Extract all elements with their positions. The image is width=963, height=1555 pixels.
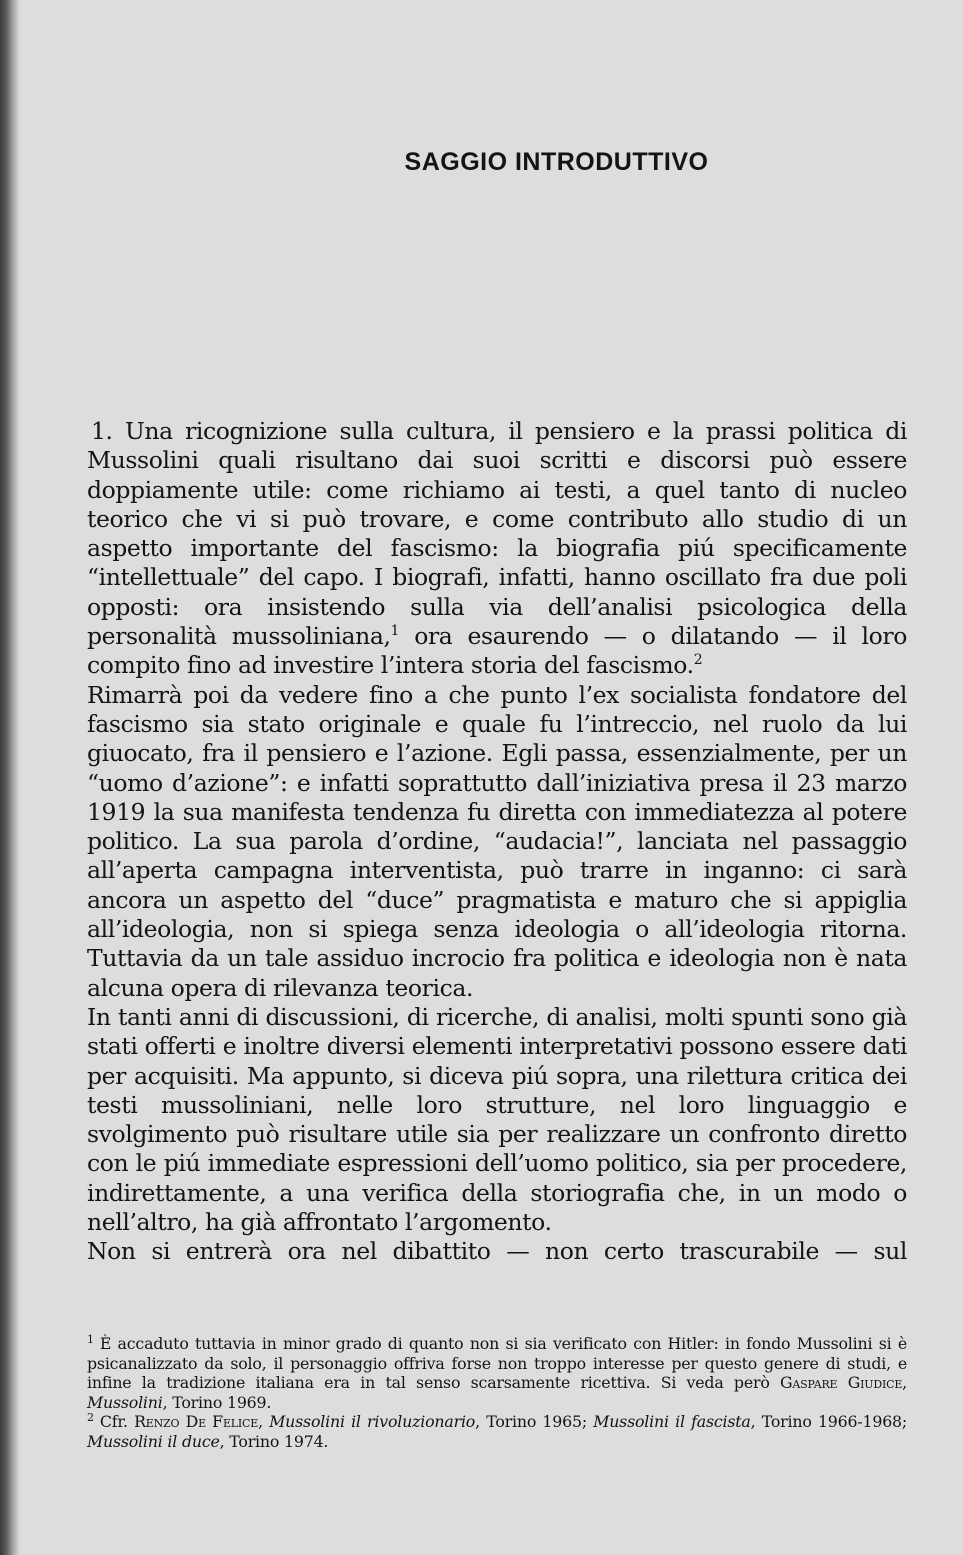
footnote-1-number: 1: [87, 1332, 94, 1346]
footnote-2-title-2: Mussolini il fascista: [593, 1412, 751, 1432]
footnotes: [87, 1334, 907, 1452]
footnote-2-rest-2: , Torino 1966-1968;: [750, 1412, 908, 1432]
footnote-2-cfr: Cfr.: [99, 1412, 135, 1432]
footnote-2: [87, 1412, 907, 1451]
paragraph-2: Rimarrà poi da vedere fino a che punto l’ex socialista fondatore del fascismo sia stato originale e quale fu l’intreccio, nel ruolo da lui giuocato, fra il pensiero e l’azione. Egli passa, essenzialmente, per un “uomo d’azione”: e infatti soprattutto dall’iniziativa presa il 23 marzo 1919 la sua manifesta tendenza fu diretta con immediatezza al potere politico. La sua parola d’ordine, “audacia!”, lanciata nel passaggio all’aperta campagna interventista, può trarre in inganno: ci sarà ancora un aspetto del “duce” pragmatista e maturo che si appiglia all’ideologia, non si spiega senza ideologia o all’ideologia ritorna. Tuttavia da un tale assiduo incrocio fra politica e ideologia non è nata alcuna opera di rilevanza teorica.: [87, 680, 907, 1002]
footnote-2-rest-1: , Torino 1965;: [475, 1412, 594, 1432]
footnote-2-number: 2: [87, 1411, 94, 1425]
book-spine-shadow: [0, 0, 20, 1555]
footnote-2-sep: ,: [258, 1412, 270, 1432]
footnote-1-author: Gaspare Giudice: [780, 1373, 903, 1393]
paragraph-1: [87, 417, 907, 681]
footnote-2-rest-3: , Torino 1974.: [219, 1431, 329, 1451]
main-text: [87, 417, 907, 1267]
paragraph-4: Non si entrerà ora nel dibattito — non certo trascurabile — sul: [87, 1237, 907, 1266]
footnote-1-rest: , Torino 1969.: [162, 1392, 272, 1412]
footnote-2-title-3: Mussolini il duce: [87, 1431, 220, 1451]
footnote-2-title-1: Mussolini il rivoluzionario: [269, 1412, 476, 1432]
footnote-1-sep: ,: [902, 1373, 907, 1393]
footnote-ref-1: 1: [390, 623, 400, 640]
footnote-1: [87, 1334, 907, 1412]
footnote-ref-2: 2: [693, 652, 703, 669]
footnote-2-author: Renzo De Felice: [134, 1412, 259, 1432]
footnote-1-title: Mussolini: [87, 1392, 163, 1412]
chapter-heading: SAGGIO INTRODUTTIVO: [404, 148, 709, 176]
paragraph-1-text-b: ora esaurendo — o dilatando — il loro compito fino ad investire l’intera storia del fascismo.: [87, 622, 907, 680]
paragraph-3: In tanti anni di discussioni, di ricerche, di analisi, molti spunti sono già stati offerti e inoltre diversi elementi interpretativi possono essere dati per acquisiti. Ma appunto, si diceva piú sopra, una rilettura critica dei testi mussoliniani, nelle loro strutture, nel loro linguaggio e svolgimento può risultare utile sia per realizzare un confronto diretto con le piú immediate espressioni dell’uomo politico, sia per procedere, indirettamente, a una verifica della storiografia che, in un modo o nell’altro, ha già affrontato l’argomento.: [87, 1002, 907, 1237]
paragraph-1-text-a: 1. Una ricognizione sulla cultura, il pensiero e la prassi politica di Mussolini quali risultano dai suoi scritti e discorsi può essere doppiamente utile: come richiamo ai testi, a quel tanto di nucleo teorico che vi si può trovare, e come contributo allo studio di un aspetto importante del fascismo: la biografia piú specificamente “intellettuale” del capo. I biografi, infatti, hanno oscillato fra due poli opposti: ora insistendo sulla via dell’analisi psicologica della personalità mussoliniana,: [87, 417, 907, 651]
footnote-1-text: È accaduto tuttavia in minor grado di quanto non si sia verificato con Hitler: in fondo Mussolini si è psicanalizzato da solo, il personaggio offriva forse non troppo interesse per questo genere di studi, e infine la tradizione italiana era in tal senso scarsamente ricettiva. Si veda però: [87, 1334, 907, 1393]
